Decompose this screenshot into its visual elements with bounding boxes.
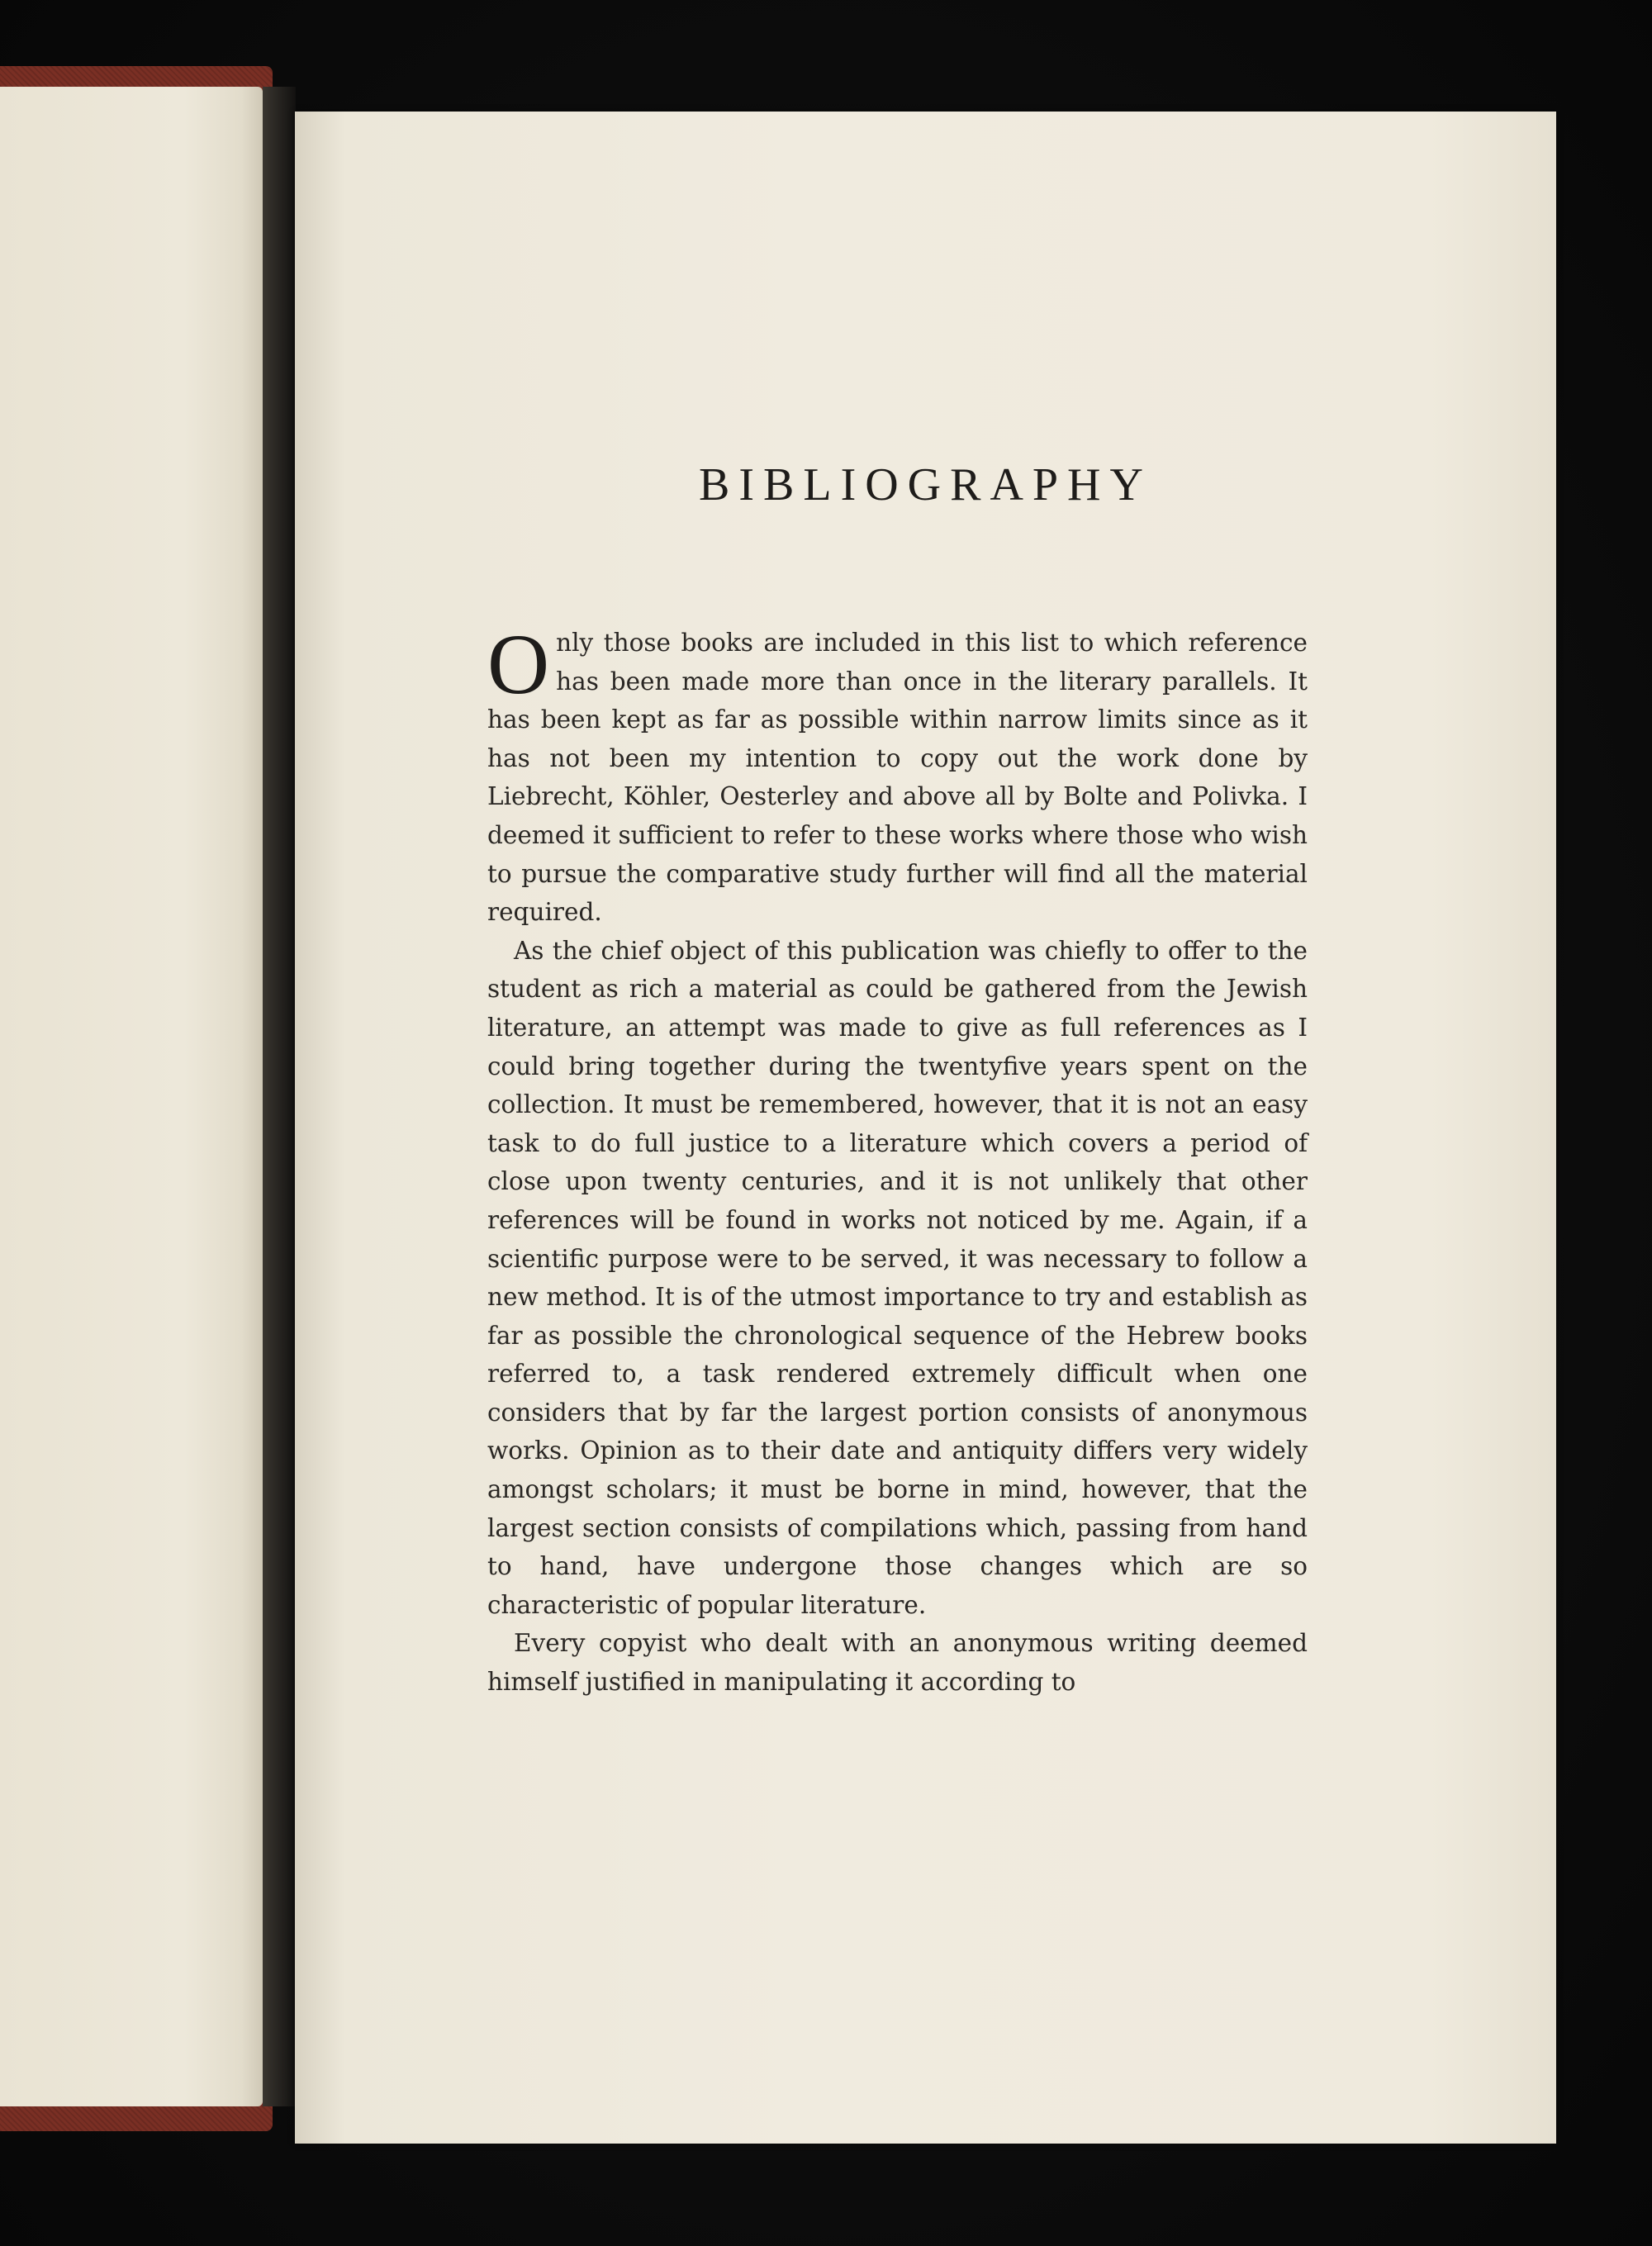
paragraph-3: Every copyist who dealt with an anonymous writing deemed himself justified in manipulating it according to <box>487 1629 1308 1697</box>
right-page <box>295 112 1556 2144</box>
page-title: BIBLIOGRAPHY <box>699 459 1152 510</box>
paragraph-2: As the chief object of this publication was chiefly to offer to the student as rich a material as could be gathered from the Jewish literature, an attempt was made to give as full references as I could bring together during the twentyfive years spent on the collection. It must be remembered, however, that it is not an easy task to do full justice to a literature which covers a period of close upon twenty centuries, and it is not unlikely that other references will be found in works not noticed by me. Again, if a scientific purpose were to be served, it was necessary to follow a new method. It is of the utmost importance to try and establish as far as possible the chronological sequence of the Hebrew books referred to, a task rendered extremely difficult when one considers that by far the largest portion consists of anonymous works. Opinion as to their date and antiquity differs very widely amongst scholars; it must be borne in mind, however, that the largest section consists of compilations which, passing from hand to hand, have undergone those changes which are so characteristic of popular literature. <box>487 936 1308 1619</box>
gutter-shadow <box>263 87 296 2106</box>
paragraph-1: Only those books are included in this list to which reference has been made more than once in the literary parallels. It has been kept as far as possible within narrow limits since as it has not been my intention to copy out the work done by Liebrecht, Köhler, Oesterley and above all by Bolte and Polivka. I deemed it sufficient to refer to these works where those who wish to pursue the comparative study further will find all the material required. <box>487 617 1308 927</box>
body-text <box>487 617 1308 1702</box>
left-page <box>0 87 263 2106</box>
